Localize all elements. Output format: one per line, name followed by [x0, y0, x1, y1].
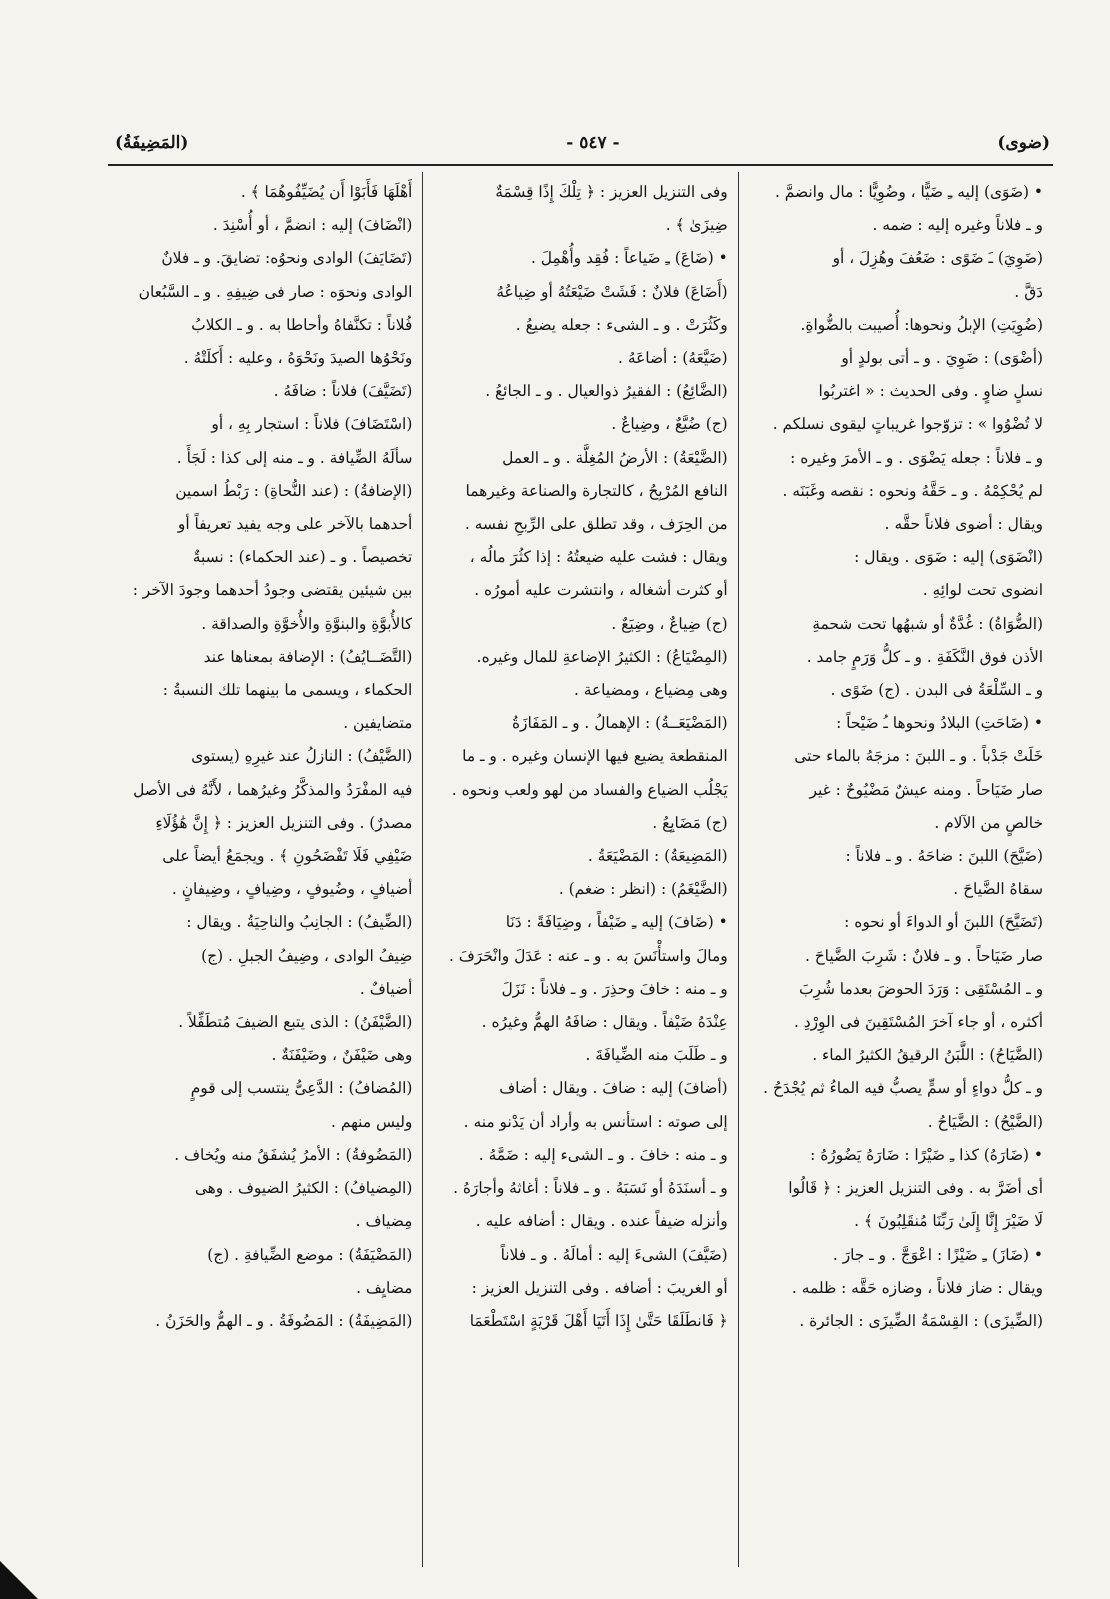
- text-line: (ضَيَّفَ) الشىءَ إليه : أمالَهُ . و ـ فلاناً: [500, 1245, 728, 1264]
- page-number: - ٥٤٧ -: [566, 133, 620, 153]
- text-line: ﴿ فَانطَلَقَا حَتَّىٰ إِذَا أَتَيَا أَهْلَ قَرْيَةٍ اسْتَطْعَمَا: [469, 1311, 728, 1330]
- text-line: (الضِّيفُ) : الجانِبُ والناحِيَةُ . ويقال :: [186, 913, 413, 932]
- text-line: أحدهما بالآخر على وجه يفيد تعريفاً أو: [177, 515, 413, 534]
- text-line: وهى مِضياع ، ومضياعة .: [573, 681, 728, 700]
- text-line: (ضُوِيَتِ) الإبلُ ونحوها: أُصيبت بالضُّواةِ.: [800, 315, 1043, 334]
- text-line: تخصيصاً . و ـ (عند الحكماء) : نسبةٌ: [192, 548, 413, 567]
- text-line: (ج) ضُيَّعٌ ، وضِياعٌ .: [611, 415, 728, 434]
- text-line: مضايِف .: [356, 1278, 413, 1297]
- column-middle: [423, 172, 738, 1567]
- text-line: ويقال : فشت عليه ضيعتُهُ : إذا كثُرَ مالُه ،: [469, 548, 728, 567]
- text-line: (الضَّيْفُ) : النازلُ عند غيرِهِ (يستوى: [191, 747, 413, 766]
- text-line: (الضَّائِعُ) : الفقيرُ ذوالعيال . و ـ الجائعُ .: [485, 382, 728, 401]
- header-last-entry: (المَضِيفَةُ): [115, 133, 189, 153]
- text-line: (الإضافةُ) : (عند النُّحاةِ) : رَبْطُ اسمين: [175, 481, 413, 500]
- text-line: ضَيْفِي فَلَا تَفْضَحُونِ ﴾ . ويجمَعُ أيضاً على: [162, 847, 413, 866]
- text-line: (تَضَيَّفَ) فلاناً : ضافَهُ .: [273, 382, 413, 401]
- text-line: ضِيزَىٰ ﴾ .: [665, 216, 728, 235]
- text-line: (ضَوِيَ) ـَ ضَوًى : ضَعُفَ وهُزِلَ ، أو: [832, 249, 1043, 268]
- text-line: ويقال : ضاز فلاناً ، وضازه حَقَّه : ظلمه .: [791, 1278, 1043, 1297]
- text-line: (اسْتَضَافَ) فلاناً : استجار بِهِ ، أو: [211, 415, 413, 434]
- text-line: (المَضْيَفَةُ) : موضع الضِّيافةِ . (ج): [207, 1245, 413, 1264]
- text-line: • (ضَافَ) إليه ـِ ضَيْفاً ، وضِيَافَةً : دَنَا: [505, 913, 728, 932]
- text-line: (الضِّيزَى) : القِسْمَةُ الضِّيزَى : الجائرة .: [799, 1311, 1043, 1330]
- text-line: المنقطعة يضيع فيها الإنسان وغيره . و ـ ما: [462, 747, 728, 766]
- text-line: ضِيفُ الوادى ، وضِيفُ الجبلِ . (ج): [201, 946, 413, 965]
- text-line: بين شيئين يقتضى وجودُ أحدهما وجودَ الآخر :: [132, 581, 413, 600]
- text-line: سألَهُ الضِّيافة . و ـ منه إلى كذا : لَجَأَ .: [176, 448, 413, 467]
- text-line: (ضَيَّعَهُ) : أضاعَهُ .: [618, 349, 728, 368]
- text-line: مِضياف .: [355, 1212, 413, 1231]
- text-line: (تَضَيَّحَ) اللبنَ أو الدواءَ أو نحوه :: [844, 913, 1043, 932]
- text-line: أَهْلَهَا فَأَبَوْا أَن يُضَيِّفُوهُمَا ﴾ .: [240, 183, 413, 201]
- text-line: أى أضَرَّ به . وفى التنزيل العزيز : ﴿ قَالُوا: [788, 1179, 1043, 1198]
- text-line: و ـ فلاناً : جعله يَضْوَى . و ـ الأمرَ وغيره :: [790, 448, 1043, 467]
- text-line: ويقال : أضوى فلاناً حقَّه .: [884, 515, 1043, 534]
- text-line: (المِضْيَاعُ) : الكثيرُ الإضاعةِ للمال وغيره.: [476, 647, 728, 666]
- text-line: أضيافٍ ، وضُيوفٍ ، وضِيافٍ ، وضِيفانٍ .: [171, 880, 413, 899]
- text-line: وهى ضَيْفَنٌ ، وضَيْفَنَةٌ .: [271, 1046, 413, 1065]
- text-line: و ـ فلاناً وغيره إليه : ضمه .: [872, 216, 1043, 235]
- text-line: كالأُبوَّةِ والبنوَّةِ والأُخوَّةِ والصداقة .: [201, 614, 413, 633]
- text-line: ونَحْوُها الصيدَ ونَحْوَهُ ، وعليه : أَكلَتْهُ .: [183, 349, 413, 368]
- text-line: و ـ طَلَبَ منه الضِّيافَةَ .: [585, 1046, 728, 1065]
- text-line: (ضَيَّحَ) اللبنَ : ضاحَهُ . و ـ فلاناً :: [845, 847, 1043, 866]
- text-line: عِنْدَهُ ضَيْفاً . ويقال : ضافَهُ الهمُّ وغيرُه .: [481, 1013, 728, 1032]
- text-line: (المَضِيعَةُ) : المَضْيَعَةُ .: [587, 847, 728, 866]
- text-line: فيه المفْرَدُ والمذكَّرُ وغيرُهما ، لأَنَّهُ فى الأصل: [133, 780, 413, 799]
- text-line: يَجْلُب الضياع والفساد من لهو ولعب ونحوه .: [451, 780, 728, 799]
- text-line: أكثره ، أو جاء آخرَ المُسْتَقِينَ فى الوِرْدِ .: [793, 1013, 1043, 1032]
- text-line: و ـ أسنَدَهُ أو نَسَبَهُ . و ـ فلاناً : أغاثهُ وأجارَهُ .: [453, 1179, 728, 1198]
- text-line: (المَضْيَعَــةُ) : الإهمالُ . و ـ المَفَازَةُ: [511, 714, 728, 733]
- text-line: (المَضُوفةُ) : الأمرُ يُشفَقُ منه ويُخاف .: [174, 1145, 413, 1164]
- text-line: أو الغريبَ : أضافه . وفى التنزيل العزيز :: [471, 1278, 728, 1297]
- text-line: (أَضَاعَ) فلانٌ : فَشَتْ ضَيْعَتُهُ أو ضِياعُهُ: [496, 282, 728, 301]
- text-line: • (ضَاعَ) ـِ ضَياعاً : فُقِد وأُهْمِلَ .: [530, 249, 728, 268]
- text-line: سقاهُ الضَّياحَ .: [953, 880, 1043, 899]
- text-line: • (ضَوَى) إليه ـِ ضَيًّا ، وضُوِيًّا : مال وانضمَّ .: [774, 183, 1043, 201]
- text-line: و ـ منه : خافَ وحذِرَ . و ـ فلاناً : نَزَلَ: [501, 979, 728, 998]
- text-line: أضيافٌ .: [359, 979, 413, 998]
- text-line: (الضَّيَاحُ) : اللَّبَنُ الرقيقُ الكثيرُ الماء .: [812, 1046, 1043, 1065]
- text-line: مصدرٌ) . وفى التنزيل العزيز : ﴿ إِنَّ هَٰؤُلَاءِ: [155, 813, 413, 832]
- text-line: وكَثُرَتْ . و ـ الشىء : جعله يضيعُ .: [515, 315, 728, 334]
- text-line: خَلَتْ جَدْباً . و ـ اللبنَ : مزجَهُ بالماء حتى: [794, 747, 1043, 766]
- text-line: الأذن فوق النَّكَفَةِ . و ـ كلُّ وَرَمٍ جامد .: [806, 647, 1043, 666]
- text-line: (الضَّيْفَنُ) : الذى يتبع الضيفَ مُتطَفِّلاً .: [178, 1013, 413, 1032]
- text-line: وفى التنزيل العزيز : ﴿ تِلْكَ إِذًا قِسْمَةٌ: [495, 183, 728, 201]
- text-line: (المِضيافُ) : الكثيرُ الضيوف . وهى: [194, 1179, 413, 1198]
- text-line: (الضَّيْعَةُ) : الأرضُ المُغِلَّة . و ـ العمل: [502, 448, 728, 467]
- text-line: وأنزله ضيفاً عنده . ويقال : أضافه عليه .: [475, 1212, 728, 1231]
- header-first-entry: (ضوى): [997, 133, 1050, 153]
- text-line: (أضْوَى) : ضَوِيَ . و ـ أتى بولدٍ أو: [841, 349, 1043, 368]
- text-line: و ـ كلُّ دواءٍ أو سمٍّ يصبُّ فيه الماءُ ثم يُجْدَحُ .: [763, 1079, 1043, 1098]
- text-line: من الحِرَف ، وقد تطلق على الرِّبحِ نفسه .: [464, 515, 728, 534]
- text-line: لَا ضَيْرَ إِنَّا إِلَىٰ رَبِّنَا مُنقَلِبُونَ ﴾ .: [854, 1212, 1043, 1231]
- text-line: صار ضَيَاحاً . و ـ فلانٌ : شَرِبَ الضَّياحَ .: [804, 946, 1043, 965]
- text-line: لا تُضْوُوا » : تزوّجوا غريباتٍ ليقوى نسلكم .: [772, 415, 1043, 434]
- text-line: نسلٍ ضاوٍ . وفى الحديث : « اغتربُوا: [818, 382, 1043, 401]
- text-line: (انْضَافَ) إليه : انضمَّ ، أو أُسْنِدَ .: [212, 216, 413, 235]
- text-line: لم يُحْكِمْهُ . و ـ حَقَّهُ ونحوه : نقصه وغَبَنَه .: [782, 481, 1043, 500]
- text-line: ومالَ واستأْنَسَ به . و ـ عنه : عَدَلَ وانْحَرَفَ .: [449, 946, 728, 965]
- text-line: (ج) مَضَايِعُ .: [652, 813, 728, 832]
- text-line: (الضُّوَاةُ) : غُدَّةٌ أو شبهُها تحت شحمةِ: [812, 614, 1043, 633]
- text-line: و ـ منه : خافَ . و ـ الشىء إليه : ضَمَّهُ .: [478, 1145, 728, 1164]
- scan-corner-mark: [0, 1561, 38, 1599]
- text-line: انضوى تحت لوائِهِ .: [922, 581, 1043, 600]
- text-line: أو كثرت أشغاله ، وانتشرت عليه أمورُه .: [474, 581, 728, 600]
- text-line: الحكماء ، ويسمى ما بينهما تلك النسبةُ :: [162, 681, 413, 700]
- text-line: • (ضَازَ) ـِ ضَيْزًا : اعْوَجَّ . و ـ جارَ .: [832, 1245, 1043, 1264]
- text-line: (الضَّيْغَمُ) : (انظر : ضغم) .: [558, 880, 728, 899]
- text-line: متضايفين .: [343, 714, 413, 733]
- text-line: (المَضِيفَةُ) : المَضُوفَةُ . و ـ الهمُّ والحَزَنُ .: [155, 1311, 413, 1330]
- running-head: [115, 126, 1050, 160]
- text-line: • (ضَارَهُ) كذا ـِ ضَيْرًا : ضَارَهُ يَضُورُهُ :: [810, 1145, 1043, 1164]
- text-line: الوادى ونحوَه : صار فى ضِيفِهِ . و ـ السَّبُعان: [138, 282, 413, 301]
- text-line: (أضافَ) إليه : ضافَ . ويقال : أضاف: [499, 1079, 728, 1098]
- text-line: (انْضَوَى) إليه : ضَوَى . ويقال :: [854, 548, 1043, 567]
- text-line: دَقَّ .: [1014, 282, 1043, 301]
- header-rule: [108, 164, 1053, 166]
- text-line: صار ضَيَاحاً . ومنه عيشٌ مَضْيُوحٌ : غير: [809, 780, 1043, 799]
- text-line: فُلاناً : تكنَّفاهُ وأحاطا به . و ـ الكلابُ: [191, 315, 413, 334]
- column-left: [108, 172, 423, 1567]
- text-line: خالصٍ من الآلام .: [934, 813, 1043, 832]
- text-line: (تَضَايَفَ) الوادى ونحوُه: تضايقَ. و ـ فلانٌ: [161, 249, 413, 268]
- text-line: (ج) ضِياعٌ ، وضِيَعٌ .: [611, 614, 728, 633]
- column-right: [739, 172, 1053, 1567]
- text-line: (المُضافُ) : الدَّعِىُّ ينتسب إلى قومٍ: [190, 1079, 413, 1098]
- text-line: النافع المُرْبِحُ ، كالتجارة والصناعة وغيرهما: [465, 481, 728, 500]
- text-line: (التَّضَــايُفُ) : الإضافة بمعناها عند: [203, 647, 413, 666]
- text-columns: [108, 172, 1053, 1567]
- text-line: إلى صوته : استأنس به وأراد أن يَدْنو منه .: [463, 1112, 728, 1131]
- text-line: (الضَّيْحُ) : الضَّيَاحُ .: [927, 1112, 1043, 1131]
- text-line: و ـ السِّلْعَةُ فى البدن . (ج) ضَوًى .: [830, 681, 1043, 700]
- text-line: و ـ المُسْتَقِى : وَرَدَ الحوضَ بعدما شُرِبَ: [799, 979, 1043, 998]
- text-line: وليس منهم .: [331, 1112, 413, 1131]
- text-line: • (ضَاحَتِ) البلادُ ونحوها ـُ ضَيْحاً :: [836, 714, 1043, 733]
